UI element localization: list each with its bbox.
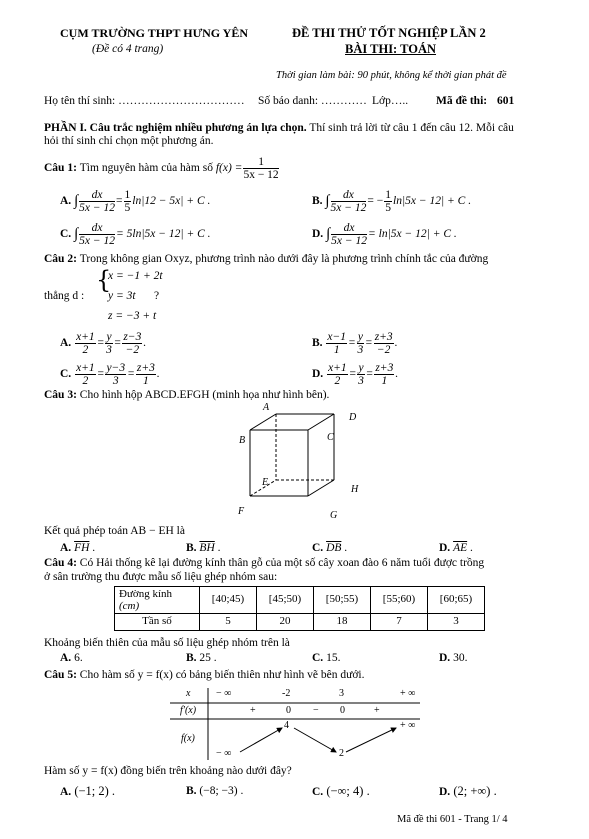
q4-label: Câu 4: bbox=[44, 557, 77, 569]
table-cell: [60;65) bbox=[428, 587, 485, 614]
q3-a-dot: . bbox=[92, 542, 96, 554]
q4-d-val: 30. bbox=[453, 652, 468, 664]
q2-d-n2: y bbox=[358, 362, 364, 374]
vertex-f: F bbox=[238, 506, 245, 517]
q2-c-eq1: = bbox=[96, 368, 105, 381]
q2-a-d2: 3 bbox=[106, 344, 112, 356]
q5-a-val: (−1; 2) . bbox=[74, 784, 116, 798]
q1-b-tail: ln|5x − 12| + C . bbox=[393, 195, 472, 208]
part1-desc2: hỏi thí sinh chỉ chọn một phương án. bbox=[44, 135, 214, 147]
page-footer: Mã đề thi 601 - Trang 1/ 4 bbox=[397, 814, 508, 825]
q5-question: Hàm số y = f(x) đồng biến trên khoảng nào dưới đây? bbox=[44, 765, 292, 777]
q5-d-letter: D. bbox=[439, 786, 451, 798]
vt-x-label: x bbox=[186, 688, 191, 699]
school-name: CỤM TRƯỜNG THPT HƯNG YÊN bbox=[60, 26, 249, 40]
q4-option-d[interactable] bbox=[439, 651, 467, 665]
q2-option-c[interactable] bbox=[60, 362, 160, 387]
table-cell: [50;55) bbox=[314, 587, 371, 614]
q5-label: Câu 5: bbox=[44, 669, 77, 681]
vt-f-label: f(x) bbox=[181, 733, 195, 744]
q2-a-dot: . bbox=[143, 337, 147, 350]
vt-sign0: + bbox=[250, 705, 256, 716]
q2-b-n2: y bbox=[357, 331, 363, 343]
q2-a-n2: y bbox=[106, 331, 112, 343]
q2-b-dot: . bbox=[394, 337, 398, 350]
q2-d-f3 bbox=[374, 362, 394, 387]
exam-code: 601 bbox=[497, 95, 515, 107]
q3-c-dot: . bbox=[344, 542, 348, 554]
q2-a-eq2: = bbox=[113, 337, 122, 350]
q2-b-f1 bbox=[326, 331, 347, 356]
q2-c-d1: 2 bbox=[82, 375, 89, 387]
q2-sys1: x = −1 + 2t bbox=[108, 270, 163, 282]
student-sbd: Số báo danh: ………… bbox=[258, 95, 367, 107]
q3-result: Kết quả phép toán AB − EH là bbox=[44, 525, 185, 537]
q1-a-cn: 1 bbox=[124, 189, 131, 201]
q2-option-b[interactable] bbox=[312, 331, 398, 356]
student-class: Lớp….. bbox=[372, 95, 409, 107]
q1-label: Câu 1: bbox=[44, 162, 77, 175]
q4-a-val: 6. bbox=[74, 652, 83, 664]
q2-a-letter: A. bbox=[60, 337, 72, 350]
q5-d-val: (2; +∞) . bbox=[453, 784, 497, 798]
q1-b-den: 5x − 12 bbox=[330, 202, 367, 214]
q1-b-cn: 1 bbox=[385, 189, 392, 201]
q2-stem bbox=[44, 252, 488, 266]
q2-c-f2 bbox=[105, 362, 126, 387]
q2-b-n3: z+3 bbox=[374, 331, 393, 343]
q2-qmark: ? bbox=[154, 290, 160, 302]
vertex-b: B bbox=[239, 435, 246, 446]
q2-c-dot: . bbox=[156, 368, 160, 381]
q1-option-b[interactable] bbox=[312, 189, 471, 214]
q1-b-eq: = − bbox=[367, 195, 384, 208]
vt-sign4: + bbox=[374, 705, 380, 716]
q4-text2: ở sân trường thu được mẫu số liệu ghép nhóm sau: bbox=[44, 571, 278, 583]
vt-fp-label: f′(x) bbox=[180, 705, 197, 716]
q2-b-eq2: = bbox=[364, 337, 373, 350]
vt-sign1: 0 bbox=[286, 705, 291, 716]
q5-c-letter: C. bbox=[312, 786, 324, 798]
q1-a-frac bbox=[79, 189, 115, 214]
q1-c-letter: C. bbox=[60, 228, 72, 241]
q1-b-dx: dx bbox=[331, 189, 367, 202]
variation-table bbox=[170, 688, 420, 760]
q2-a-d3: −2 bbox=[125, 344, 140, 356]
q1-a-den: 5x − 12 bbox=[79, 202, 116, 214]
q2-c-f1 bbox=[75, 362, 96, 387]
q1-c-frac bbox=[79, 222, 115, 247]
vt-sign3: 0 bbox=[340, 705, 345, 716]
vertex-h: H bbox=[351, 484, 359, 495]
q2-option-d[interactable] bbox=[312, 362, 398, 387]
q2-a-n1: x+1 bbox=[76, 331, 95, 343]
q2-c-f3 bbox=[136, 362, 156, 387]
q1-b-frac bbox=[331, 189, 367, 214]
q3-option-b[interactable] bbox=[186, 541, 221, 555]
q2-b-d1: 1 bbox=[333, 344, 340, 356]
table-cell: 20 bbox=[257, 614, 314, 631]
vt-x3: + ∞ bbox=[400, 688, 416, 699]
q2-c-n1: x+1 bbox=[76, 362, 95, 374]
q1-b-letter: B. bbox=[312, 195, 323, 208]
q2-d-dot: . bbox=[395, 368, 399, 381]
table-header-line1: Đường kính bbox=[119, 588, 173, 600]
q5-b-val: (−8; −3) . bbox=[199, 785, 244, 797]
q1-c-den: 5x − 12 bbox=[79, 235, 116, 247]
vertex-c: C bbox=[327, 432, 334, 443]
q2-option-a[interactable] bbox=[60, 331, 146, 356]
vt-f-plusinf: + ∞ bbox=[400, 720, 416, 731]
q3-c-val: $\overline{DB}$ bbox=[326, 542, 342, 554]
q2-b-f2 bbox=[357, 331, 364, 356]
q5-a-letter: A. bbox=[60, 786, 72, 798]
vertex-a: A bbox=[263, 402, 270, 413]
q1-d-frac bbox=[331, 222, 367, 247]
vertex-g: G bbox=[330, 510, 338, 521]
q5-option-b[interactable] bbox=[186, 784, 243, 798]
q2-b-f3 bbox=[374, 331, 394, 356]
q2-d-letter: D. bbox=[312, 368, 324, 381]
q2-d-d2: 3 bbox=[358, 375, 364, 387]
table-row bbox=[115, 587, 485, 614]
q1-a-cd: 5 bbox=[124, 202, 131, 214]
q2-b-d2: 3 bbox=[357, 344, 364, 356]
q1-b-coef bbox=[384, 189, 392, 214]
q4-stem bbox=[44, 556, 484, 570]
q2-a-f1 bbox=[75, 331, 96, 356]
q4-a-letter: A. bbox=[60, 652, 72, 664]
q1-den: 5x − 12 bbox=[243, 169, 279, 181]
student-name: Họ tên thí sinh: …………………………… bbox=[44, 95, 245, 107]
q2-d-n1: x+1 bbox=[328, 362, 347, 374]
q2-brace: { bbox=[96, 266, 112, 294]
q2-d-f2 bbox=[357, 362, 364, 387]
q1-c-tail: = 5ln|5x − 12| + C . bbox=[116, 228, 211, 241]
q3-a-letter: A. bbox=[60, 542, 72, 554]
vt-sign2: − bbox=[313, 705, 319, 716]
q2-d-f1 bbox=[327, 362, 348, 387]
q2-a-d1: 2 bbox=[82, 344, 89, 356]
q1-num: 1 bbox=[243, 156, 278, 169]
table-cell: [45;50) bbox=[257, 587, 314, 614]
q2-c-n3: z+3 bbox=[136, 362, 155, 374]
q2-d-d1: 2 bbox=[334, 375, 341, 387]
exam-title: ĐỀ THI THỬ TỐT NGHIỆP LẦN 2 bbox=[292, 26, 486, 40]
q5-b-letter: B. bbox=[186, 785, 197, 797]
q2-b-d3: −2 bbox=[376, 344, 391, 356]
q3-a-val: $\overline{FH}$ bbox=[74, 542, 90, 554]
q1-d-den: 5x − 12 bbox=[331, 235, 368, 247]
q1-fraction bbox=[243, 156, 278, 181]
q1-b-int: ∫ bbox=[325, 193, 330, 210]
q1-d-int: ∫ bbox=[326, 226, 331, 243]
q3-option-a[interactable] bbox=[60, 541, 95, 555]
q4-text: Có Hải thống kê lại đường kính thân gỗ của một số cây xoan đào 6 năm tuổi được trồng bbox=[79, 557, 485, 569]
pages-note: (Đề có 4 trang) bbox=[92, 43, 164, 55]
q1-text: Tìm nguyên hàm của hàm số bbox=[79, 162, 213, 175]
q1-a-coef bbox=[124, 189, 132, 214]
q3-option-c[interactable] bbox=[312, 541, 347, 555]
part1-desc1: Thí sinh trả lời từ câu 1 đến câu 12. Mỗi câu bbox=[306, 122, 514, 134]
q1-option-c[interactable] bbox=[60, 222, 211, 247]
q1-fx: f(x) = bbox=[215, 162, 243, 175]
q1-d-tail: = ln|5x − 12| + C . bbox=[368, 228, 457, 241]
q2-a-f2 bbox=[105, 331, 112, 356]
vt-f-minusinf: − ∞ bbox=[216, 748, 232, 759]
vt-x0: − ∞ bbox=[216, 688, 232, 699]
q4-d-letter: D. bbox=[439, 652, 451, 664]
time-note: Thời gian làm bài: 90 phút, không kể thời gian phát đề bbox=[276, 70, 507, 81]
q3-d-letter: D. bbox=[439, 542, 451, 554]
table-freq-label: Tần số bbox=[115, 614, 200, 631]
q2-c-d2: 3 bbox=[112, 375, 119, 387]
vertex-d: D bbox=[349, 412, 357, 423]
vt-x1: -2 bbox=[282, 688, 291, 699]
q4-question: Khoảng biến thiên của mẫu số liệu ghép nhóm trên là bbox=[44, 637, 290, 649]
q4-c-val: 15. bbox=[326, 652, 341, 664]
q2-sys2: y = 3t bbox=[108, 290, 136, 302]
q1-option-a[interactable] bbox=[60, 189, 210, 214]
table-row bbox=[115, 614, 485, 631]
q2-b-n1: x−1 bbox=[327, 331, 347, 343]
q1-a-letter: A. bbox=[60, 195, 72, 208]
table-cell: [55;60) bbox=[371, 587, 428, 614]
q1-a-int: ∫ bbox=[74, 193, 79, 210]
q1-a-tail: ln|12 − 5x| + C . bbox=[132, 195, 211, 208]
q3-d-val: $\overline{AE}$ bbox=[453, 542, 468, 554]
table-header-line2: (cm) bbox=[119, 600, 140, 612]
table-cell: 3 bbox=[428, 614, 485, 631]
q5-text: Cho hàm số y = f(x) có bảng biến thiên như hình vẽ bên dưới. bbox=[79, 669, 365, 681]
table-header-diameter bbox=[115, 587, 200, 614]
q3-option-d[interactable] bbox=[439, 541, 473, 555]
vt-x2: 3 bbox=[339, 688, 344, 699]
q2-sys3: z = −3 + t bbox=[108, 310, 157, 322]
q3-b-val: $\overline{BH}$ bbox=[199, 542, 215, 554]
q4-option-a[interactable] bbox=[60, 651, 83, 665]
q1-d-letter: D. bbox=[312, 228, 324, 241]
q2-c-d3: 1 bbox=[142, 375, 149, 387]
q2-c-n2: y−3 bbox=[106, 362, 126, 374]
q5-stem bbox=[44, 668, 364, 682]
q2-d-eq1: = bbox=[348, 368, 357, 381]
q5-option-c[interactable] bbox=[312, 784, 370, 800]
q2-d-d3: 1 bbox=[381, 375, 388, 387]
q2-thang: thẳng d : bbox=[44, 290, 85, 302]
q2-text: Trong không gian Oxyz, phương trình nào dưới đây là phương trình chính tắc của đường bbox=[79, 253, 489, 265]
vt-f-max: 4 bbox=[284, 720, 289, 731]
q4-b-letter: B. bbox=[186, 652, 197, 664]
q3-text: Cho hình hộp ABCD.EFGH (minh họa như hình bên). bbox=[79, 389, 330, 401]
subject-title: BÀI THI: TOÁN bbox=[345, 42, 437, 56]
frequency-table bbox=[114, 586, 485, 631]
q5-c-val: (−∞; 4) . bbox=[326, 784, 370, 798]
table-cell: 5 bbox=[200, 614, 257, 631]
q2-a-n3: z−3 bbox=[123, 331, 142, 343]
vt-f-min: 2 bbox=[339, 748, 344, 759]
q3-b-dot: . bbox=[217, 542, 221, 554]
q3-label: Câu 3: bbox=[44, 389, 77, 401]
q5-option-a[interactable] bbox=[60, 784, 115, 800]
q1-b-cd: 5 bbox=[385, 202, 392, 214]
q2-a-f3 bbox=[122, 331, 142, 356]
q4-option-c[interactable] bbox=[312, 651, 340, 665]
q3-d-dot: . bbox=[470, 542, 473, 554]
q1-c-dx: dx bbox=[79, 222, 115, 235]
q1-stem bbox=[44, 156, 280, 181]
q2-d-eq2: = bbox=[365, 368, 374, 381]
q5-option-d[interactable] bbox=[439, 784, 497, 800]
q1-a-dx: dx bbox=[79, 189, 115, 202]
q4-c-letter: C. bbox=[312, 652, 324, 664]
part1-title: PHẦN I. Câu trắc nghiệm nhiều phương án lựa chọn. bbox=[44, 122, 307, 134]
q2-d-n3: z+3 bbox=[375, 362, 394, 374]
q2-label: Câu 2: bbox=[44, 253, 77, 265]
q1-c-int: ∫ bbox=[74, 226, 79, 243]
table-cell: 7 bbox=[371, 614, 428, 631]
q3-c-letter: C. bbox=[312, 542, 324, 554]
q2-a-eq1: = bbox=[96, 337, 105, 350]
q2-b-eq1: = bbox=[348, 337, 356, 350]
table-cell: 18 bbox=[314, 614, 371, 631]
q1-d-dx: dx bbox=[331, 222, 367, 235]
q3-b-letter: B. bbox=[186, 542, 197, 554]
exam-code-label: Mã đề thi: bbox=[436, 95, 488, 107]
q2-b-letter: B. bbox=[312, 337, 323, 350]
q1-a-eq: = bbox=[116, 195, 123, 208]
q4-b-val: 25 . bbox=[199, 652, 217, 664]
q2-c-eq2: = bbox=[127, 368, 135, 381]
q1-option-d[interactable] bbox=[312, 222, 457, 247]
q2-c-letter: C. bbox=[60, 368, 72, 381]
vertex-e: E bbox=[262, 477, 269, 488]
q4-option-b[interactable] bbox=[186, 651, 217, 665]
table-cell: [40;45) bbox=[200, 587, 257, 614]
